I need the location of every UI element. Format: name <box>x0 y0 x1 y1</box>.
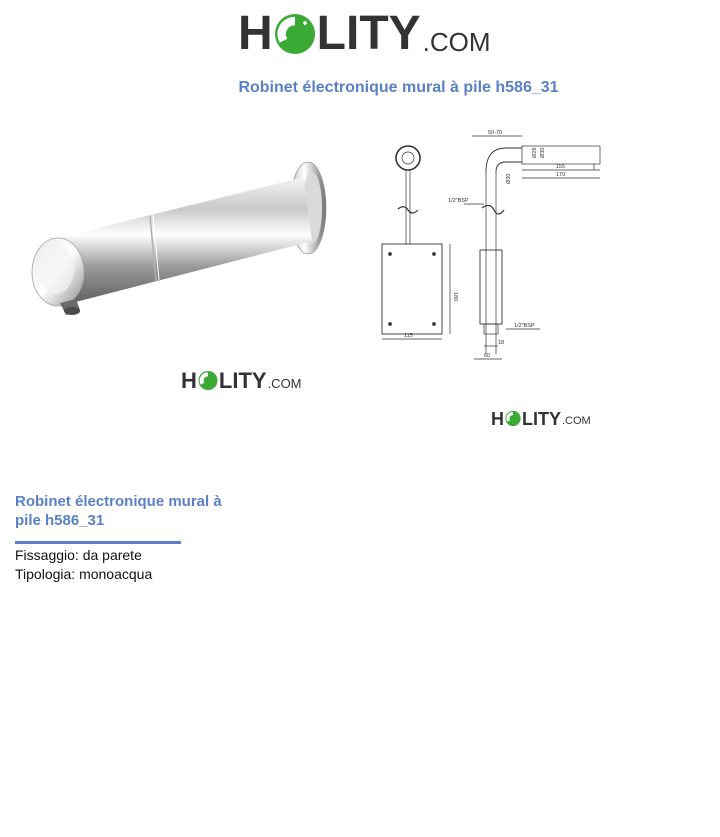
drawing-label-155: 155 <box>556 164 566 170</box>
brand-logo-watermark <box>181 370 302 392</box>
logo-tld: .COM <box>562 415 591 427</box>
logo-letter-h: H <box>491 409 504 429</box>
spec-mounting: Fissaggio: da parete <box>15 547 142 563</box>
drawing-label-170: 170 <box>556 172 566 178</box>
brand-logo[interactable] <box>238 7 491 60</box>
faucet-product-image <box>22 155 352 325</box>
drawing-label-diameter-28: Ø28 <box>532 147 538 158</box>
logo-tld: .COM <box>267 376 302 391</box>
logo-o-icon <box>274 12 316 56</box>
logo-o-icon <box>198 370 218 391</box>
logo-letter-h: H <box>181 368 197 393</box>
drawing-label-diameter-30-b: Ø30 <box>506 173 512 184</box>
technical-drawing-image <box>372 124 612 364</box>
drawing-label-60: 60 <box>484 353 491 359</box>
brand-logo-watermark-small <box>491 410 591 428</box>
logo-o-icon <box>505 410 521 427</box>
product-name: Robinet électronique mural à pile h586_31 <box>15 493 222 529</box>
drawing-label-depth: 50-70 <box>488 130 503 136</box>
logo-letters-lity: LITY <box>218 368 267 393</box>
product-divider <box>15 541 181 544</box>
drawing-label-bsp-top: 1/2"BSP <box>448 198 469 204</box>
drawing-label-diameter-30: Ø30 <box>540 147 546 158</box>
logo-tld: .COM <box>422 27 491 57</box>
spec-type: Tipologia: monoacqua <box>15 566 153 582</box>
logo-letters-lity: LITY <box>316 7 421 60</box>
page-title: Robinet électronique mural à pile h586_31 <box>238 79 559 96</box>
logo-letters-lity: LITY <box>522 409 561 429</box>
drawing-label-bsp-bottom: 1/2"BSP <box>514 323 535 329</box>
drawing-label-115: 115 <box>404 333 413 339</box>
drawing-label-18: 18 <box>498 340 505 346</box>
logo-letter-h: H <box>238 7 273 60</box>
drawing-label-180: 180 <box>452 292 458 302</box>
